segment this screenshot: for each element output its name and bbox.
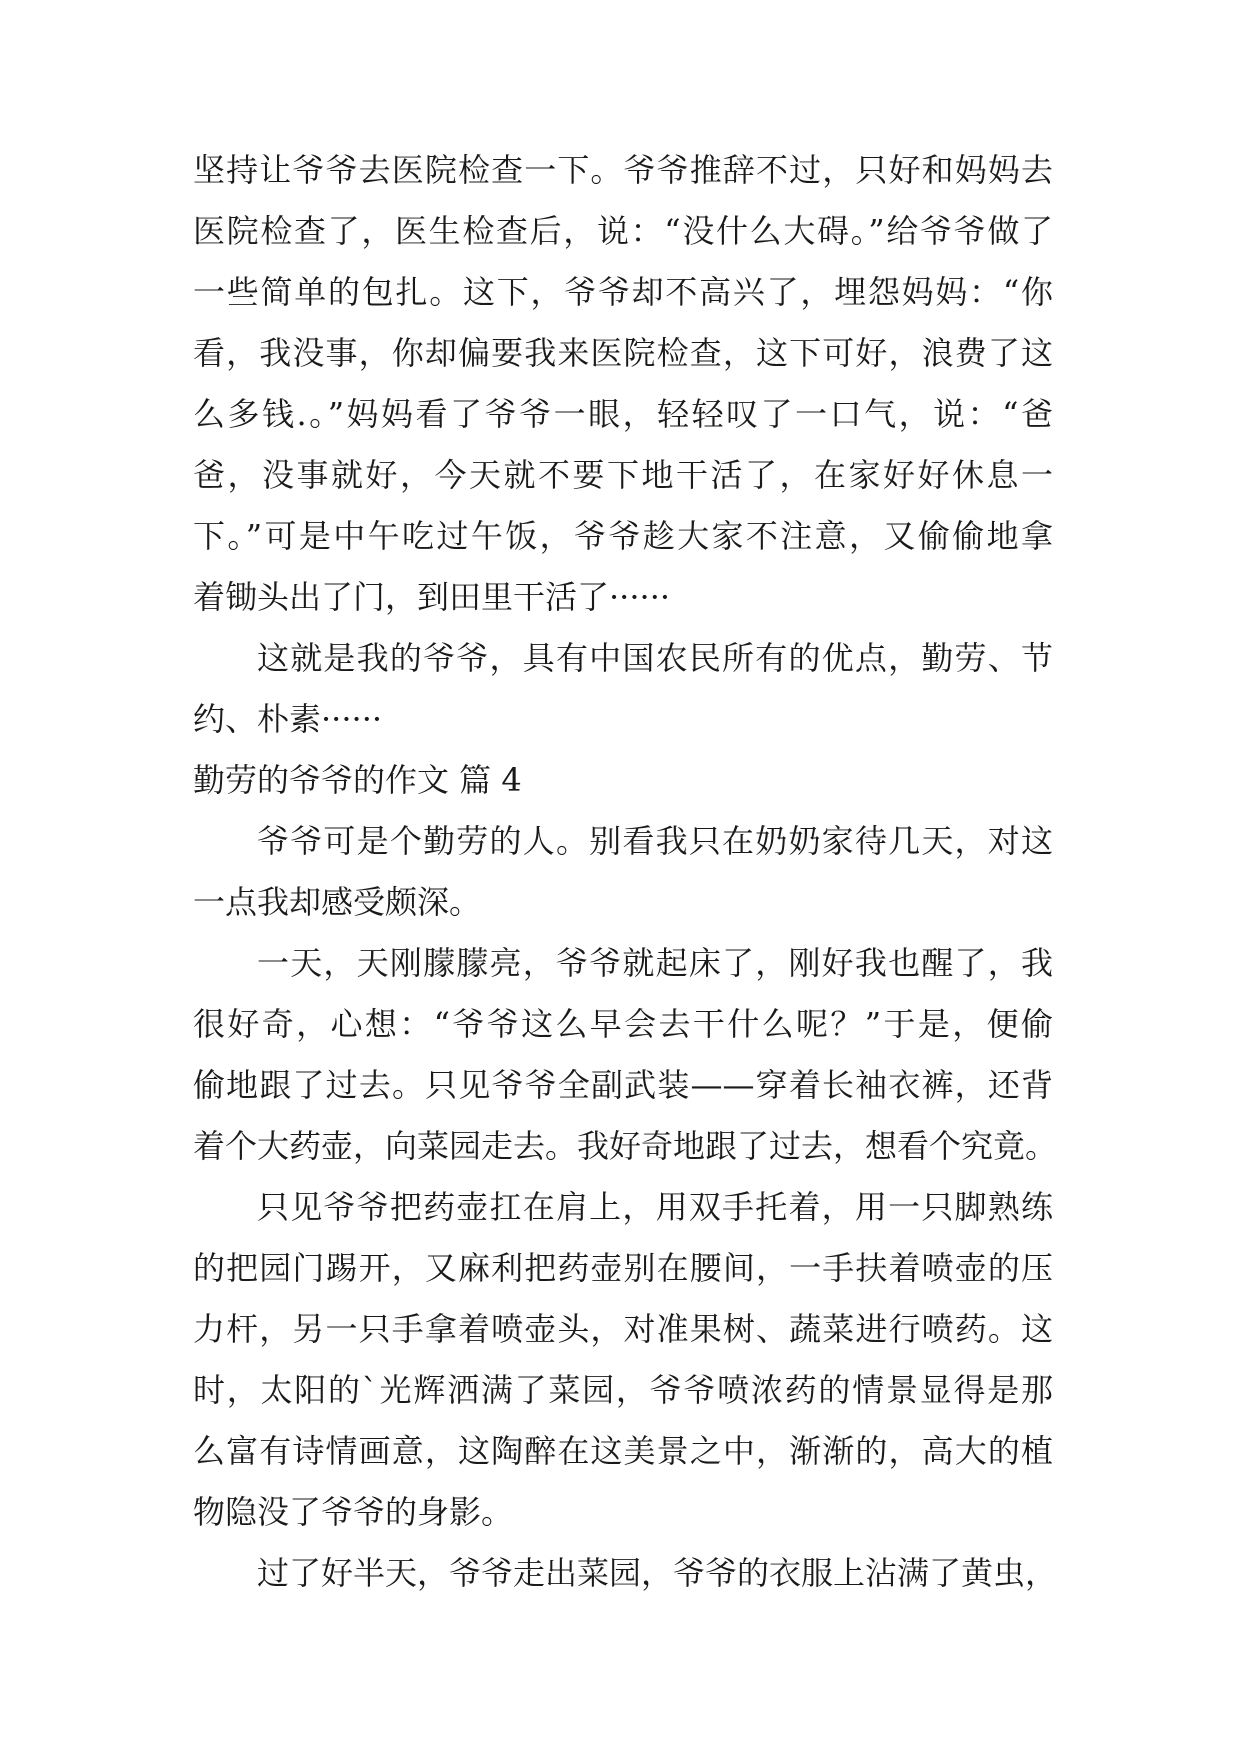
paragraph [193,1177,1053,1543]
text-line: 下。”可是中午吃过午饭，爷爷趁大家不注意，又偷偷地拿 [193,517,1053,555]
section-heading: 勤劳的爷爷的作文 篇 4 [193,761,522,799]
paragraph [193,140,1053,628]
paragraph [193,1543,1058,1604]
text-line: 的把园门踢开，又麻利把药壶别在腰间，一手扶着喷壶的压 [193,1249,1053,1287]
paragraph [193,811,1053,933]
text-line: 一点我却感受颇深。 [193,883,482,921]
document-page [193,140,1058,1604]
text-line: 坚持让爷爷去医院检查一下。爷爷推辞不过，只好和妈妈去 [193,151,1053,189]
text-line: 一天，天刚朦朦亮，爷爷就起床了，刚好我也醒了，我 [257,944,1053,982]
text-line: 只见爷爷把药壶扛在肩上，用双手托着，用一只脚熟练 [257,1188,1053,1226]
text-line: 看，我没事，你却偏要我来医院检查，这下可好，浪费了这 [193,334,1053,372]
text-line: 过了好半天，爷爷走出菜园，爷爷的衣服上沾满了黄虫， [257,1554,1058,1592]
text-line: 爷爷可是个勤劳的人。别看我只在奶奶家待几天，对这 [257,822,1053,860]
text-line: 么多钱.。”妈妈看了爷爷一眼，轻轻叹了一口气，说：“爸 [193,395,1053,433]
text-line: 偷地跟了过去。只见爷爷全副武装——穿着长袖衣裤，还背 [193,1066,1053,1104]
text-line: 医院检查了，医生检查后，说：“没什么大碍。”给爷爷做了 [193,212,1053,250]
paragraph [193,933,1058,1177]
paragraph [193,628,1053,750]
text-line: 么富有诗情画意，这陶醉在这美景之中，渐渐的，高大的植 [193,1432,1053,1470]
text-line: 物隐没了爷爷的身影。 [193,1493,514,1531]
text-line: 这就是我的爷爷，具有中国农民所有的优点，勤劳、节 [257,639,1053,677]
text-line: 很好奇，心想：“爷爷这么早会去干什么呢？”于是，便偷 [193,1005,1053,1043]
text-line: 爸，没事就好，今天就不要下地干活了，在家好好休息一 [193,456,1053,494]
text-line: 力杆，另一只手拿着喷壶头，对准果树、蔬菜进行喷药。这 [193,1310,1053,1348]
text-line: 着个大药壶，向菜园走去。我好奇地跟了过去，想看个究竟。 [193,1127,1058,1165]
text-line: 时，太阳的`光辉洒满了菜园，爷爷喷浓药的情景显得是那 [193,1371,1053,1409]
text-line: 着锄头出了门，到田里干活了······ [193,578,671,616]
text-line: 约、朴素······ [193,700,383,738]
text-line: 一些简单的包扎。这下，爷爷却不高兴了，埋怨妈妈：“你 [193,273,1053,311]
